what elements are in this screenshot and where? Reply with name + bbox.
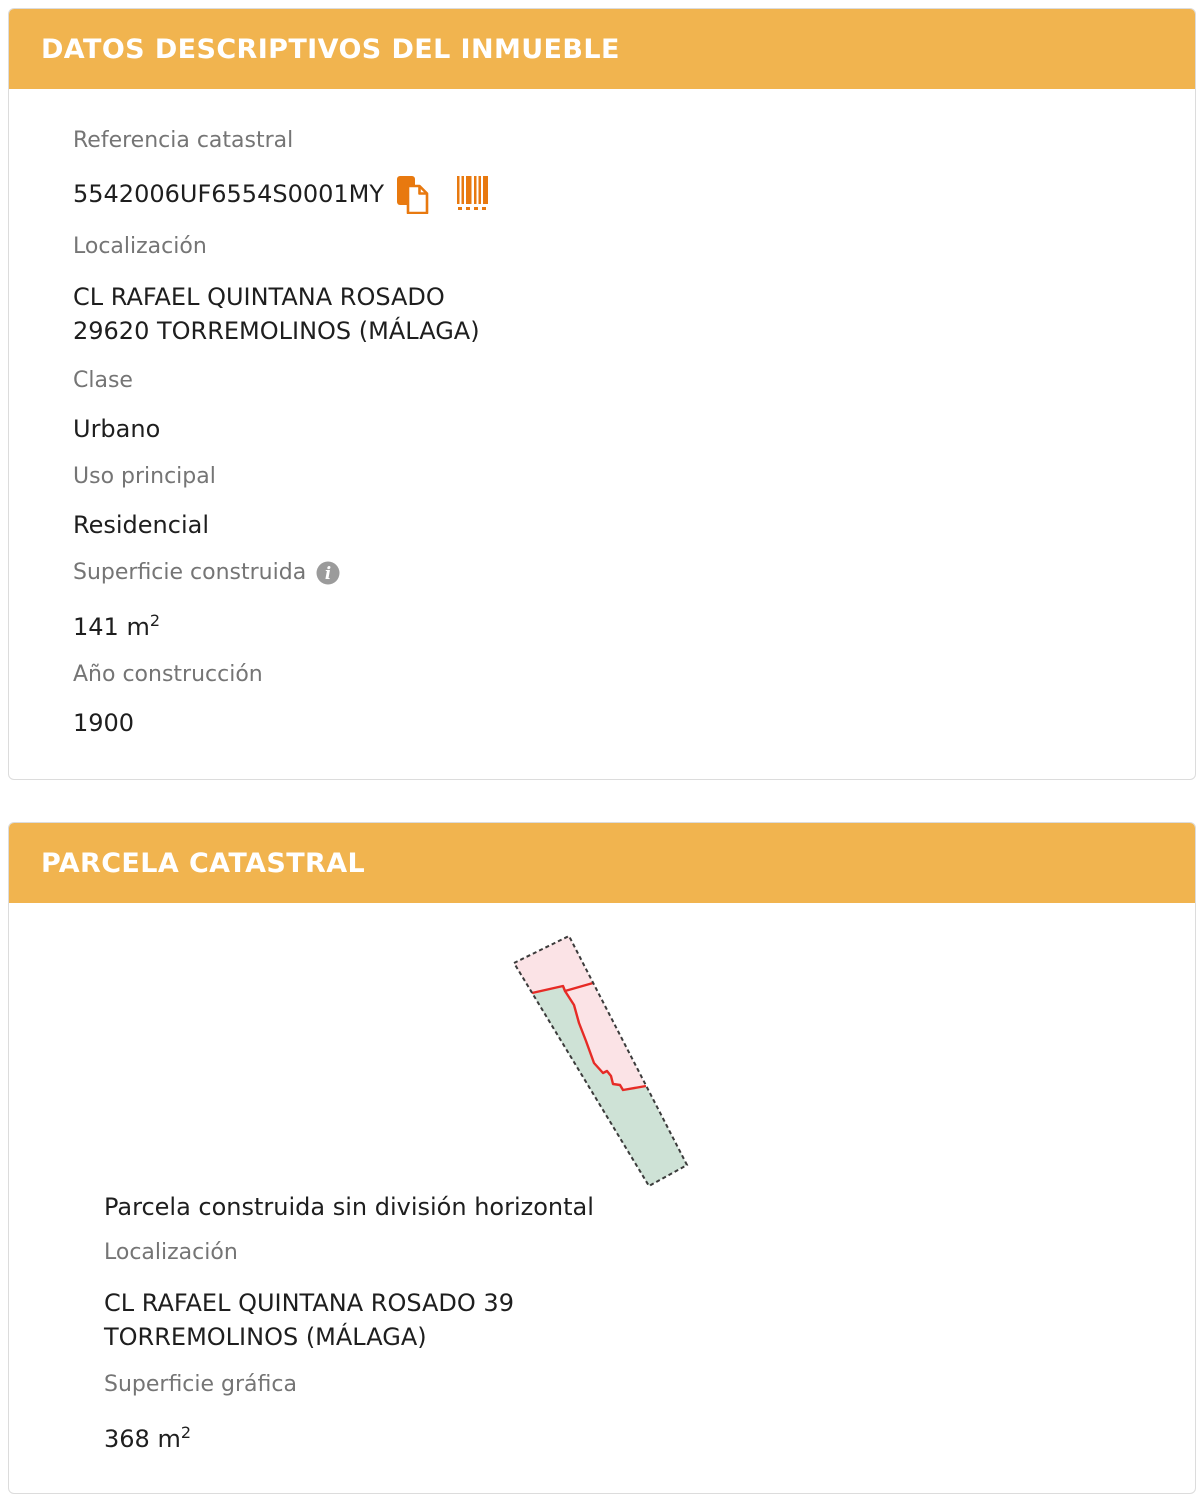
parcela-localizacion-line1: CL RAFAEL QUINTANA ROSADO 39 <box>104 1289 514 1317</box>
panel-parcela-title: PARCELA CATASTRAL <box>41 847 366 879</box>
uso-principal-value: Residencial <box>73 511 209 539</box>
info-icon[interactable] <box>316 561 340 585</box>
referencia-row <box>73 174 1155 214</box>
parcel-map <box>451 903 751 1193</box>
parcela-localizacion-label: Localización <box>104 1240 238 1265</box>
localizacion-value <box>73 280 1155 348</box>
superficie-construida-label: Superficie construida <box>73 560 307 585</box>
panel-inmueble-body <box>9 89 1195 779</box>
anio-construccion-label: Año construcción <box>73 662 263 687</box>
parcela-caption: Parcela construida sin división horizontal <box>104 1193 594 1221</box>
svg-text:i: i <box>325 564 332 583</box>
panel-parcela-body <box>9 903 1195 1493</box>
superficie-construida-label-row <box>73 560 1155 586</box>
localizacion-label: Localización <box>73 234 207 259</box>
clase-label: Clase <box>73 368 133 393</box>
copy-icon[interactable] <box>396 174 429 214</box>
barcode-icon[interactable] <box>457 176 488 212</box>
parcela-localizacion-value <box>104 1286 1195 1354</box>
panel-parcela-header <box>9 823 1195 903</box>
referencia-label: Referencia catastral <box>73 128 294 153</box>
panel-parcela <box>8 822 1196 1494</box>
panel-inmueble-title: DATOS DESCRIPTIVOS DEL INMUEBLE <box>41 33 620 65</box>
superficie-construida-sup: 2 <box>149 611 161 630</box>
superficie-grafica-label: Superficie gráfica <box>104 1372 297 1397</box>
superficie-grafica-value: 368 $m^2$ <box>104 1423 192 1453</box>
superficie-grafica-sup: 2 <box>180 1423 192 1442</box>
localizacion-line2: 29620 TORREMOLINOS (MÁLAGA) <box>73 317 480 345</box>
anio-construccion-value: 1900 <box>73 709 135 737</box>
panel-inmueble-header <box>9 9 1195 89</box>
superficie-construida-value: 141 $m^2$ <box>73 611 161 641</box>
localizacion-line1: CL RAFAEL QUINTANA ROSADO <box>73 283 445 311</box>
parcela-localizacion-line2: TORREMOLINOS (MÁLAGA) <box>104 1323 427 1351</box>
clase-value: Urbano <box>73 415 161 443</box>
referencia-value: 5542006UF6554S0001MY <box>73 180 385 208</box>
uso-principal-label: Uso principal <box>73 464 216 489</box>
panel-inmueble <box>8 8 1196 780</box>
